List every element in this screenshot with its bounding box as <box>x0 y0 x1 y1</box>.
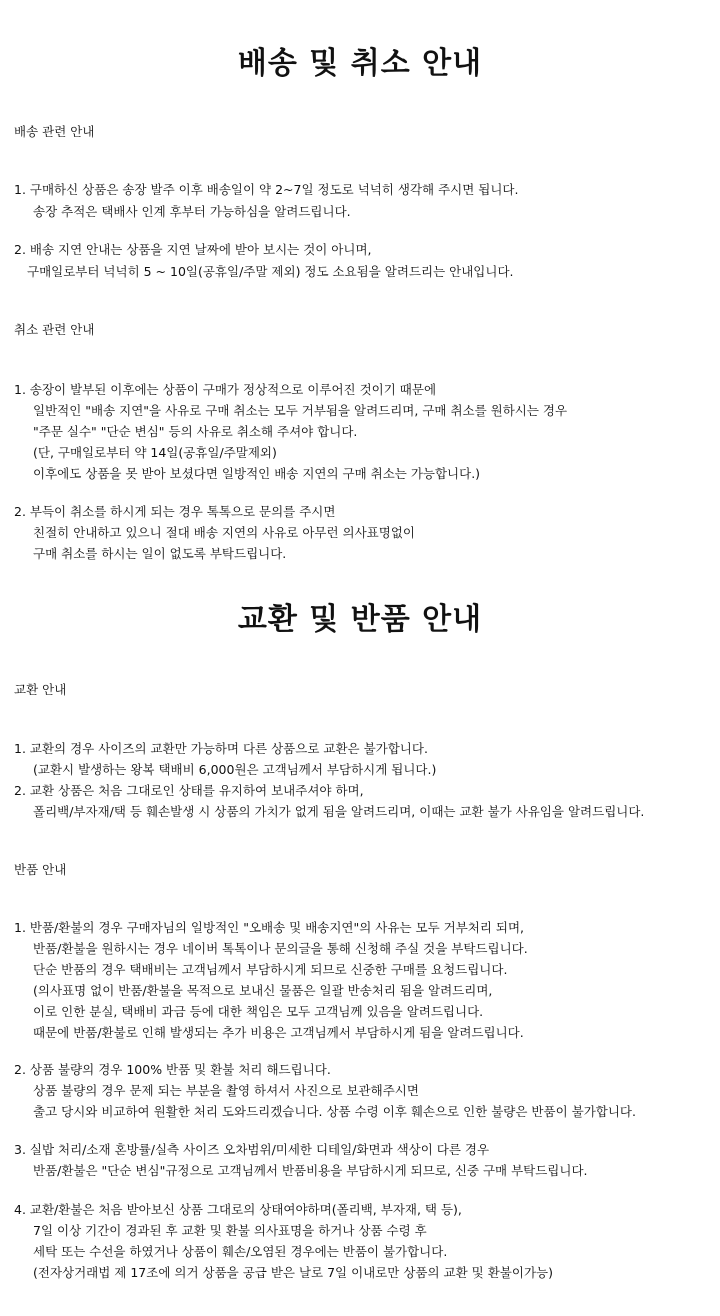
return-item-2-line-1: 2. 상품 불량의 경우 100% 반품 및 환불 처리 해드립니다. <box>14 1062 331 1077</box>
return-item-1-line-6: 때문에 반품/환불로 인해 발생되는 추가 비용은 고객님께서 부담하시게 됨을 알려드립니다. <box>33 1025 524 1040</box>
return-item-1-line-1: 1. 반품/환불의 경우 구매자님의 일방적인 "오배송 및 배송지연"의 사유는 모두 거부처리 되며, <box>14 920 525 935</box>
exchange-item-2-line-2: 폴리백/부자재/택 등 훼손발생 시 상품의 가치가 없게 됨을 알려드리며, 이때는 교환 불가 사유임을 알려드립니다. <box>33 804 645 819</box>
cancel-item-1-line-3: "주문 실수" "단순 변심" 등의 사유로 취소해 주셔야 합니다. <box>33 424 358 439</box>
return-item-2-line-3: 출고 당시와 비교하여 원활한 처리 도와드리겠습니다. 상품 수령 이후 훼손으로 인한 불량은 반품이 불가합니다. <box>33 1104 636 1119</box>
exchange-item-1-line-2: (교환시 발생하는 왕복 택배비 6,000원은 고객님께서 부담하시게 됩니다.) <box>33 762 437 777</box>
exchange-item-1-line-1: 1. 교환의 경우 사이즈의 교환만 가능하며 다른 상품으로 교환은 불가합니다. <box>14 741 428 756</box>
shipping-item-1-line-1: 1. 구매하신 상품은 송장 발주 이후 배송일이 약 2~7일 정도로 넉넉히 생각해 주시면 됩니다. <box>14 182 519 197</box>
cancel-heading: 취소 관련 안내 <box>14 322 95 337</box>
cancel-item-1-line-5: 이후에도 상품을 못 받아 보셨다면 일방적인 배송 지연의 구매 취소는 가능합니다.) <box>33 466 481 481</box>
return-item-4-line-2: 7일 이상 기간이 경과된 후 교환 및 환불 의사표명을 하거나 상품 수령 후 <box>33 1223 427 1238</box>
exchange-heading: 교환 안내 <box>14 682 67 697</box>
cancel-item-2-line-2: 친절히 안내하고 있으니 절대 배송 지연의 사유로 아무런 의사표명없이 <box>33 525 415 540</box>
return-item-4-line-4: (전자상거래법 제 17조에 의거 상품을 공급 받은 날로 7일 이내로만 상품의 교환 및 환불이가능) <box>33 1265 553 1280</box>
return-item-3-line-1: 3. 실밥 처리/소재 혼방률/실측 사이즈 오차범위/미세한 디테일/화면과 색상이 다른 경우 <box>14 1142 490 1157</box>
shipping-item-2-line-2: 구매일로부터 넉넉히 5 ~ 10일(공휴일/주말 제외) 정도 소요됨을 알려드리는 안내입니다. <box>27 264 514 279</box>
cancel-item-1-line-2: 일반적인 "배송 지연"을 사유로 구매 취소는 모두 거부됨을 알려드리며, 구매 취소를 원하시는 경우 <box>33 403 568 418</box>
return-item-4-line-1: 4. 교환/환불은 처음 받아보신 상품 그대로의 상태여야하며(폴리백, 부자재, 택 등), <box>14 1202 462 1217</box>
return-item-1-line-4: (의사표명 없이 반품/환불을 목적으로 보내신 물품은 일괄 반송처리 됨을 알려드리며, <box>33 983 493 998</box>
return-item-2-line-2: 상품 불량의 경우 문제 되는 부분을 촬영 하셔서 사진으로 보관해주시면 <box>33 1083 419 1098</box>
shipping-heading: 배송 관련 안내 <box>14 124 95 139</box>
return-item-4-line-3: 세탁 또는 수선을 하였거나 상품이 훼손/오염된 경우에는 반품이 불가합니다. <box>33 1244 448 1259</box>
shipping-item-1-line-2: 송장 추적은 택배사 인계 후부터 가능하심을 알려드립니다. <box>33 204 351 219</box>
shipping-cancel-title: 배송 및 취소 안내 <box>237 46 483 81</box>
shipping-item-2-line-1: 2. 배송 지연 안내는 상품을 지연 날짜에 받아 보시는 것이 아니며, <box>14 242 372 257</box>
return-heading: 반품 안내 <box>14 862 67 877</box>
return-item-1-line-5: 이로 인한 분실, 택배비 과금 등에 대한 책임은 모두 고객님께 있음을 알려드립니다. <box>33 1004 484 1019</box>
cancel-item-2-line-1: 2. 부득이 취소를 하시게 되는 경우 톡톡으로 문의를 주시면 <box>14 504 336 519</box>
cancel-item-1-line-1: 1. 송장이 발부된 이후에는 상품이 구매가 정상적으로 이루어진 것이기 때문에 <box>14 382 437 397</box>
return-item-1-line-3: 단순 반품의 경우 택배비는 고객님께서 부담하시게 되므로 신중한 구매를 요청드립니다. <box>33 962 508 977</box>
cancel-item-1-line-4: (단, 구매일로부터 약 14일(공휴일/주말제외) <box>33 445 277 460</box>
cancel-item-2-line-3: 구매 취소를 하시는 일이 없도록 부탁드립니다. <box>33 546 287 561</box>
return-item-3-line-2: 반품/환불은 "단순 변심"규정으로 고객님께서 반품비용을 부담하시게 되므로, 신중 구매 부탁드립니다. <box>33 1163 588 1178</box>
return-item-1-line-2: 반품/환불을 원하시는 경우 네이버 톡톡이나 문의글을 통해 신청해 주실 것을 부탁드립니다. <box>33 941 528 956</box>
exchange-return-title: 교환 및 반품 안내 <box>237 602 483 637</box>
exchange-item-2-line-1: 2. 교환 상품은 처음 그대로인 상태를 유지하여 보내주셔야 하며, <box>14 783 364 798</box>
